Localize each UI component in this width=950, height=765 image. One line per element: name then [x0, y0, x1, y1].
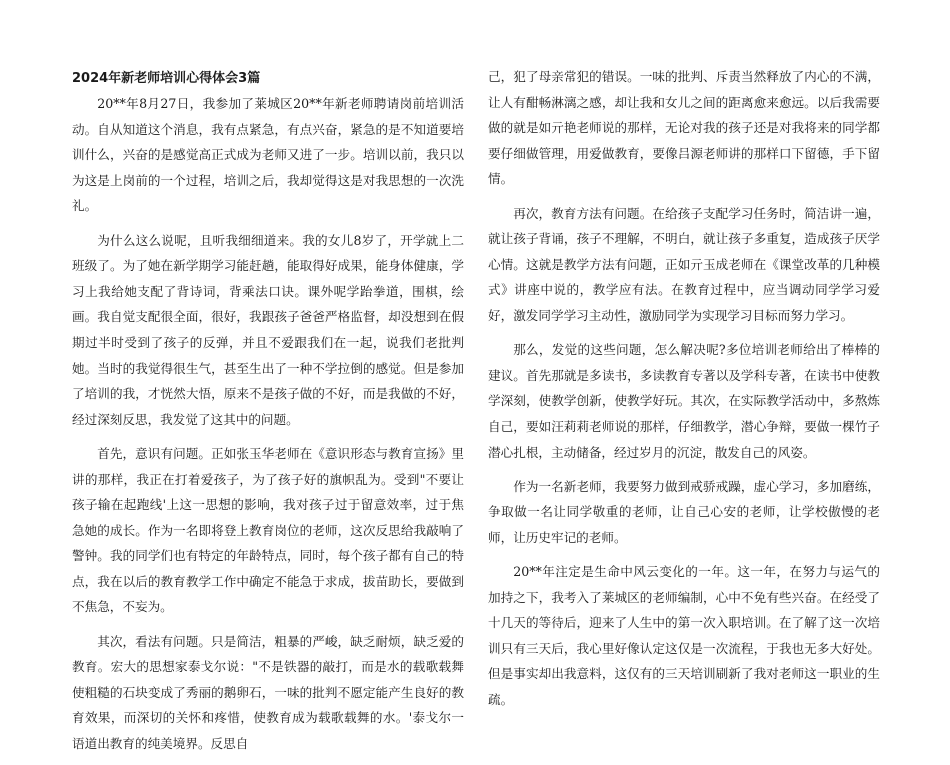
left-column	[72, 64, 464, 765]
paragraph: 那么，发觉的这些问题，怎么解决呢?多位培训老师给出了棒棒的建议。首先那就是多读书，多读教育专著以及学科专著，在读书中使教学深刻，使教学创新，使教学好玩。其次，在实际教学活动中，多熬炼自己，要如汪莉莉老师说的那样，仔细教学，潜心争辩，要做一棵竹子潜心扎根，主动储备，经过岁月的沉淀，散发自己的风姿。	[488, 342, 880, 460]
paragraph: 再次，教育方法有问题。在给孩子支配学习任务时，简洁讲一遍，就让孩子背诵，孩子不理解，不明白，就让孩子多重复，造成孩子厌学心情。这就是教学方法有问题，正如亓玉成老师在《课堂改革的几种模式》讲座中说的，教学应有法。在教育过程中，应当调动同学学习爱好，激发同学学习主动性，激励同学为实现学习目标而努力学习。	[488, 205, 880, 323]
document-title: 2024年新老师培训心得体会3篇	[72, 71, 261, 86]
paragraph-continuation: 己，犯了母亲常犯的错误。一味的批判、斥责当然释放了内心的不满，让人有酣畅淋漓之感，却让我和女儿之间的距离愈来愈远。以后我需要做的就是如亓艳老师说的那样，无论对我的孩子还是对我将来的同学都要仔细做管理，用爱做教育，要像吕源老师讲的那样口下留德，手下留情。	[488, 69, 880, 187]
paragraph: 作为一名新老师，我要努力做到戒骄戒躁，虚心学习，多加磨练，争取做一名让同学敬重的老师，让自己心安的老师，让学校傲慢的老师，让历史牢记的老师。	[488, 478, 880, 545]
paragraph: 首先，意识有问题。正如张玉华老师在《意识形态与教育宣扬》里讲的那样，我正在打着爱孩子，为了孩子好的旗帜乱为。受到"不要让孩子输在起跑线'上这一思想的影响，我对孩子过于留意效率，过于焦急她的成长。作为一名即将登上教育岗位的老师，这次反思给我敲响了警钟。我的同学们也有特定的年龄特点，同时，每个孩子都有自己的特点，我在以后的教育教学工作中确定不能急于求成，拔苗助长，要做到不焦急，不妄为。	[72, 445, 464, 615]
paragraph: 20**年注定是生命中风云变化的一年。这一年，在努力与运气的加持之下，我考入了莱城区的老师编制，心中不免有些兴奋。在经受了十几天的等待后，迎来了人生中的第一次入职培训。在了解了这一次培训只有三天后，我心里好像认定这仅是一次流程，于我也无多大好处。但是事实却出我意料，这仅有的三天培训刷新了我对老师这一职业的生疏。	[488, 564, 880, 708]
paragraph: 为什么这么说呢，且听我细细道来。我的女儿8岁了，开学就上二班级了。为了她在新学期学习能赶趟，能取得好成果，能身体健康，学习上我给她支配了背诗词，背乘法口诀。课外呢学跆拳道，围棋，绘画。我自觉支配很全面，很好，我跟孩子爸爸严格监督，却没想到在假期过半时受到了孩子的反弹，并且不爱跟我们在一起，说我们老批判她。当时的我觉得很生气，甚至生出了一种不学拉倒的感觉。但是参加了培训的我，才恍然大悟，原来不是孩子做的不好，而是我做的不好，经过深刻反思，我发觉了这其中的问题。	[72, 232, 464, 427]
paragraph: 20**年8月27日，我参加了莱城区20**年新老师聘请岗前培训活动。自从知道这个消息，我有点紧急，有点兴奋，紧急的是不知道要培训什么，兴奋的是感觉高正式成为老师又进了一步。培训以前，我只以为这是上岗前的一个过程，培训之后，我却觉得这是对我思想的一次洗礼。	[72, 96, 464, 214]
right-column	[488, 64, 880, 721]
paragraph: 其次，看法有问题。只是简洁，粗暴的严峻，缺乏耐烦，缺乏爱的教育。宏大的思想家泰戈尔说："不是铁器的敲打，而是水的载歌载舞使粗糙的石块变成了秀丽的鹅卵石，一味的批判不愿定能产生良好的教育效果，而深切的关怀和疼惜，使教育成为载歌载舞的水。'泰戈尔一语道出教育的纯美境界。反思自	[72, 633, 464, 752]
